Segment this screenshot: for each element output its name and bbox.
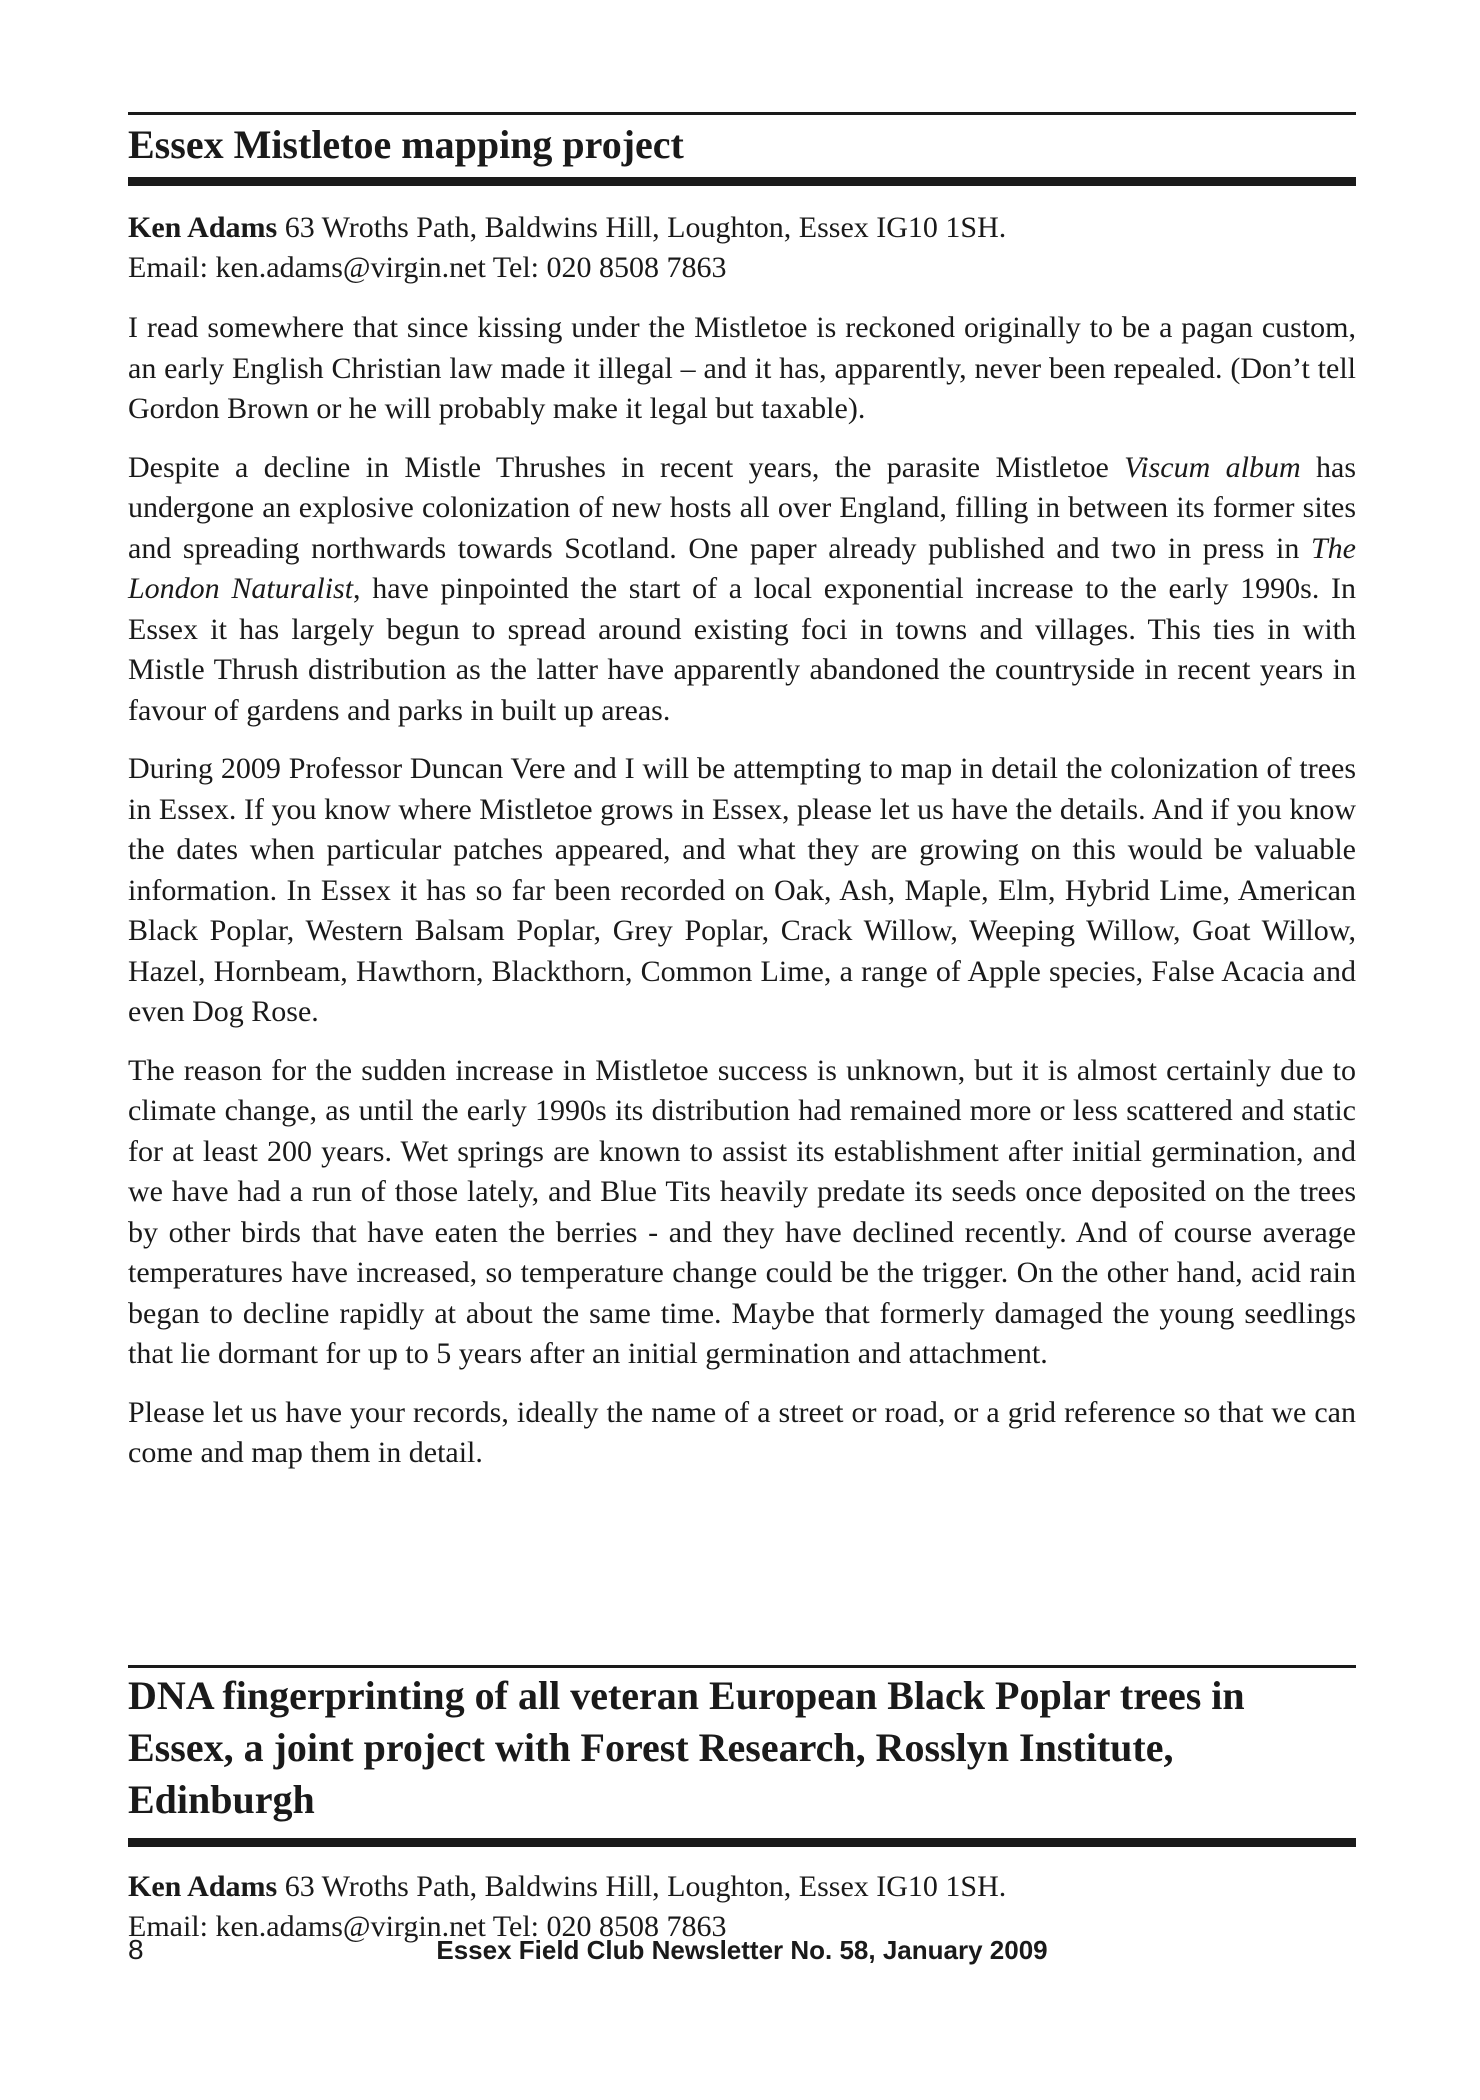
heading-bottom-rule (128, 1838, 1356, 1847)
author-contact: Email: ken.adams@virgin.net Tel: 020 8508 7863 (128, 251, 727, 284)
author-name: Ken Adams (128, 1870, 278, 1903)
page-footer (128, 1932, 1356, 1972)
author-line (128, 1867, 1356, 1907)
paragraph-5: Please let us have your records, ideally the name of a street or road, or a grid reference so that we can come and map them in detail. (128, 1395, 1356, 1469)
journal-name: The London Naturalist (128, 531, 1356, 605)
paragraph-2 (128, 448, 1356, 732)
article-mistletoe (128, 112, 1356, 1474)
author-address: 63 Wroths Path, Baldwins Hill, Loughton, Essex IG10 1SH. (284, 1870, 1007, 1903)
article-title: Essex Mistletoe mapping project (128, 122, 684, 167)
article-title: DNA fingerprinting of all veteran European Black Poplar trees in Essex, a joint project with Forest Research, Rosslyn Institute, Edinburgh (128, 1673, 1245, 1822)
author-address: 63 Wroths Path, Baldwins Hill, Loughton, Essex IG10 1SH. (284, 211, 1007, 244)
author-line (128, 208, 1356, 248)
author-contact: Email: ken.adams@virgin.net Tel: 020 8508 7863 (128, 1910, 727, 1943)
author-block (128, 208, 1356, 288)
paragraph-3: During 2009 Professor Duncan Vere and I will be attempting to map in detail the colonization of trees in Essex. If you know where Mistletoe grows in Essex, please let us have the details. And if you know the dates when particular patches appeared, and what they are growing on this would be valuable information. In Essex it has so far been recorded on Oak, Ash, Maple, Elm, Hybrid Lime, American Black Poplar, Western Balsam Poplar, Grey Poplar, Crack Willow, Weeping Willow, Goat Willow, Hazel, Hornbeam, Hawthorn, Blackthorn, Common Lime, a range of Apple species, False Acacia and even Dog Rose. (128, 752, 1356, 1028)
paragraph-4: The reason for the sudden increase in Mistletoe success is unknown, but it is almost certainly due to climate change, as until the early 1990s its distribution had remained more or less scattered and static for at least 200 years. Wet springs are known to assist its establishment after initial germination, and we have had a run of those lately, and Blue Tits heavily predate its seeds once deposited on the trees by other birds that have eaten the berries - and they have declined recently. And of course average temperatures have increased, so temperature change could be the trigger. On the other hand, acid rain began to decline rapidly at about the same time. Maybe that formerly damaged the young seedlings that lie dormant for up to 5 years after an initial germination and attachment. (128, 1053, 1356, 1370)
paragraph-1: I read somewhere that since kissing under the Mistletoe is reckoned originally to be a pagan custom, an early English Christian law made it illegal – and it has, apparently, never been repealed. (Don’t tell Gordon Brown or he will probably make it legal but taxable). (128, 311, 1356, 425)
page-number: 8 (128, 1934, 144, 1965)
author-name: Ken Adams (128, 211, 278, 244)
heading-top-rule (128, 1665, 1356, 1668)
species-name: Viscum album (1124, 450, 1301, 484)
paragraph-2-text-b: has undergone an explosive colonization of new hosts all over England, filling in between its former sites and spreading northwards towards Scotland. One paper already published and two in press in (128, 450, 1357, 565)
heading-bottom-rule (128, 177, 1356, 186)
publication-title: Essex Field Club Newsletter No. 58, January 2009 (436, 1935, 1048, 1965)
article-black-poplar (128, 1665, 1356, 1947)
paragraph-2-text-a: Despite a decline in Mistle Thrushes in recent years, the parasite Mistletoe (128, 450, 1125, 484)
paragraph-2-text-c: , have pinpointed the start of a local exponential increase to the early 1990s. In Essex it has largely begun to spread around existing foci in towns and villages. This ties in with Mistle Thrush distribution as the latter have apparently abandoned the countryside in recent years in favour of gardens and parks in built up areas. (128, 572, 1356, 727)
newsletter-page (128, 0, 1356, 2100)
heading-top-rule (128, 112, 1356, 115)
